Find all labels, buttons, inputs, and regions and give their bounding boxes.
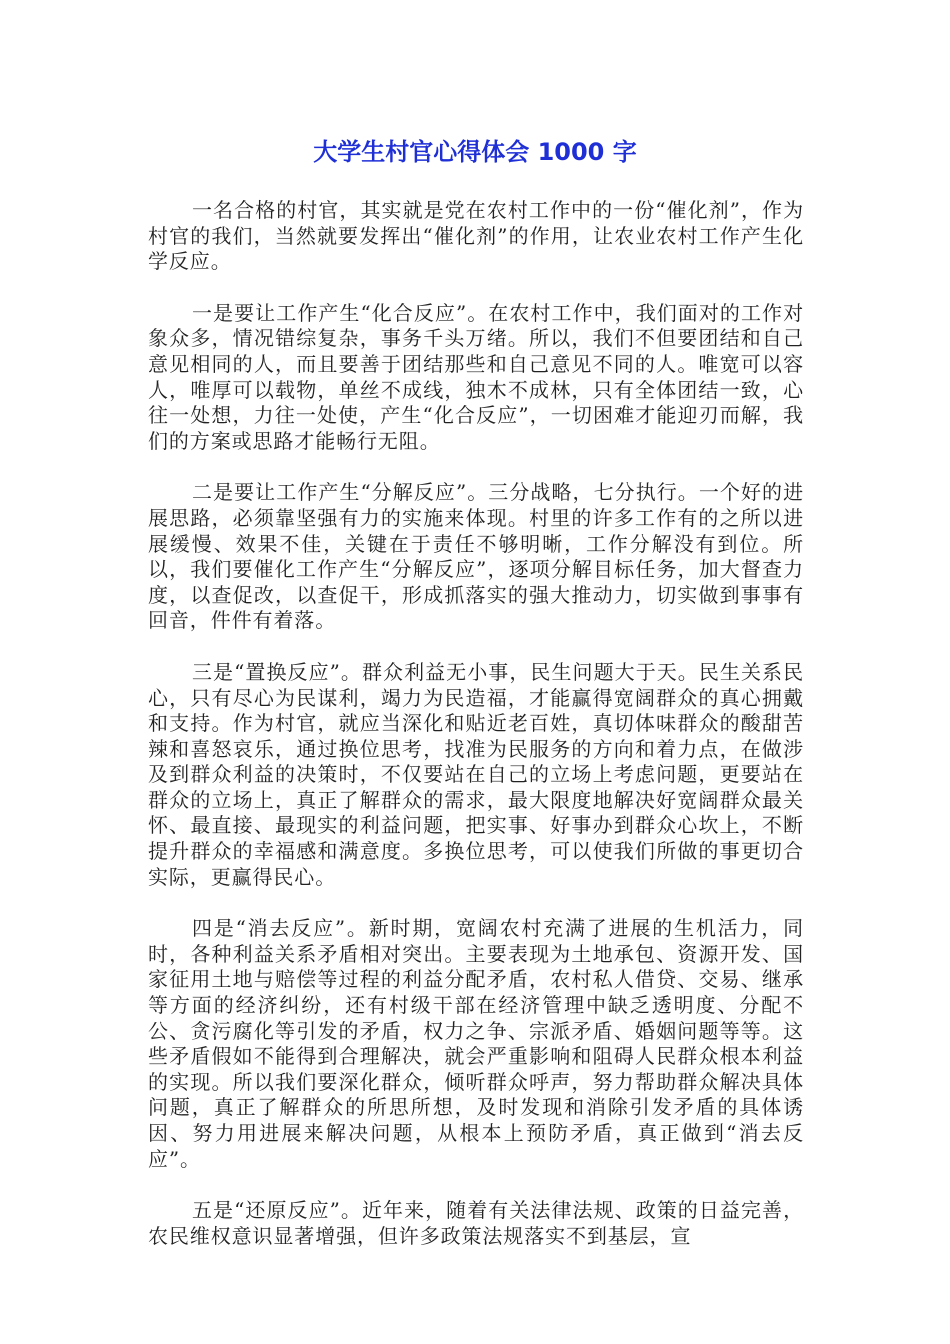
document-title: 大学生村官心得体会 1000 字: [313, 138, 637, 166]
paragraph-reduction-reaction: 五是“还原反应”。近年来，随着有关法律法规、政策的日益完善，农民维权意识显著增强，但许多政策法规落实不到基层，宣: [148, 1198, 804, 1248]
paragraph-elimination-reaction: 四是“消去反应”。新时期，宽阔农村充满了进展的生机活力，同时，各种利益关系矛盾相对突出。主要表现为土地承包、资源开发、国家征用土地与赔偿等过程的利益分配矛盾，农村私人借贷、交易、继承等方面的经济纠纷，还有村级干部在经济管理中缺乏透明度、分配不公、贪污腐化等引发的矛盾，权力之争、宗派矛盾、婚姻问题等等。这些矛盾假如不能得到合理解决，就会严重影响和阻碍人民群众根本利益的实现。所以我们要深化群众，倾听群众呼声，努力帮助群众解决具体问题，真正了解群众的所思所想，及时发现和消除引发矛盾的具体诱因、努力用进展来解决问题，从根本上预防矛盾，真正做到“消去反应”。: [148, 916, 804, 1171]
paragraph-decomposition-reaction: 二是要让工作产生“分解反应”。三分战略，七分执行。一个好的进展思路，必须靠坚强有力的实施来体现。村里的许多工作有的之所以进展缓慢、效果不佳，关键在于责任不够明晰，工作分解没有到位。所以，我们要催化工作产生“分解反应”，逐项分解目标任务，加大督查力度，以查促改，以查促干，形成抓落实的强大推动力，切实做到事事有回音，件件有着落。: [148, 480, 804, 633]
document-body: [148, 198, 804, 1275]
paragraph-intro: 一名合格的村官，其实就是党在农村工作中的一份“催化剂”，作为村官的我们，当然就要发挥出“催化剂”的作用，让农业农村工作产生化学反应。: [148, 198, 804, 274]
paragraph-combination-reaction: 一是要让工作产生“化合反应”。在农村工作中，我们面对的工作对象众多，情况错综复杂，事务千头万绪。所以，我们不但要团结和自己意见相同的人，而且要善于团结那些和自己意见不同的人。唯宽可以容人，唯厚可以载物，单丝不成线，独木不成林，只有全体团结一致，心往一处想，力往一处使，产生“化合反应”，一切困难才能迎刃而解，我们的方案或思路才能畅行无阻。: [148, 300, 804, 453]
paragraph-displacement-reaction: 三是“置换反应”。群众利益无小事，民生问题大于天。民生关系民心，只有尽心为民谋利，竭力为民造福，才能赢得宽阔群众的真心拥戴和支持。作为村官，就应当深化和贴近老百姓，真切体味群众的酸甜苦辣和喜怒哀乐，通过换位思考，找准为民服务的方向和着力点，在做涉及到群众利益的决策时，不仅要站在自己的立场上考虑问题，更要站在群众的立场上，真正了解群众的需求，最大限度地解决好宽阔群众最关怀、最直接、最现实的利益问题，把实事、好事办到群众心坎上，不断提升群众的幸福感和满意度。多换位思考，可以使我们所做的事更切合实际，更赢得民心。: [148, 659, 804, 889]
